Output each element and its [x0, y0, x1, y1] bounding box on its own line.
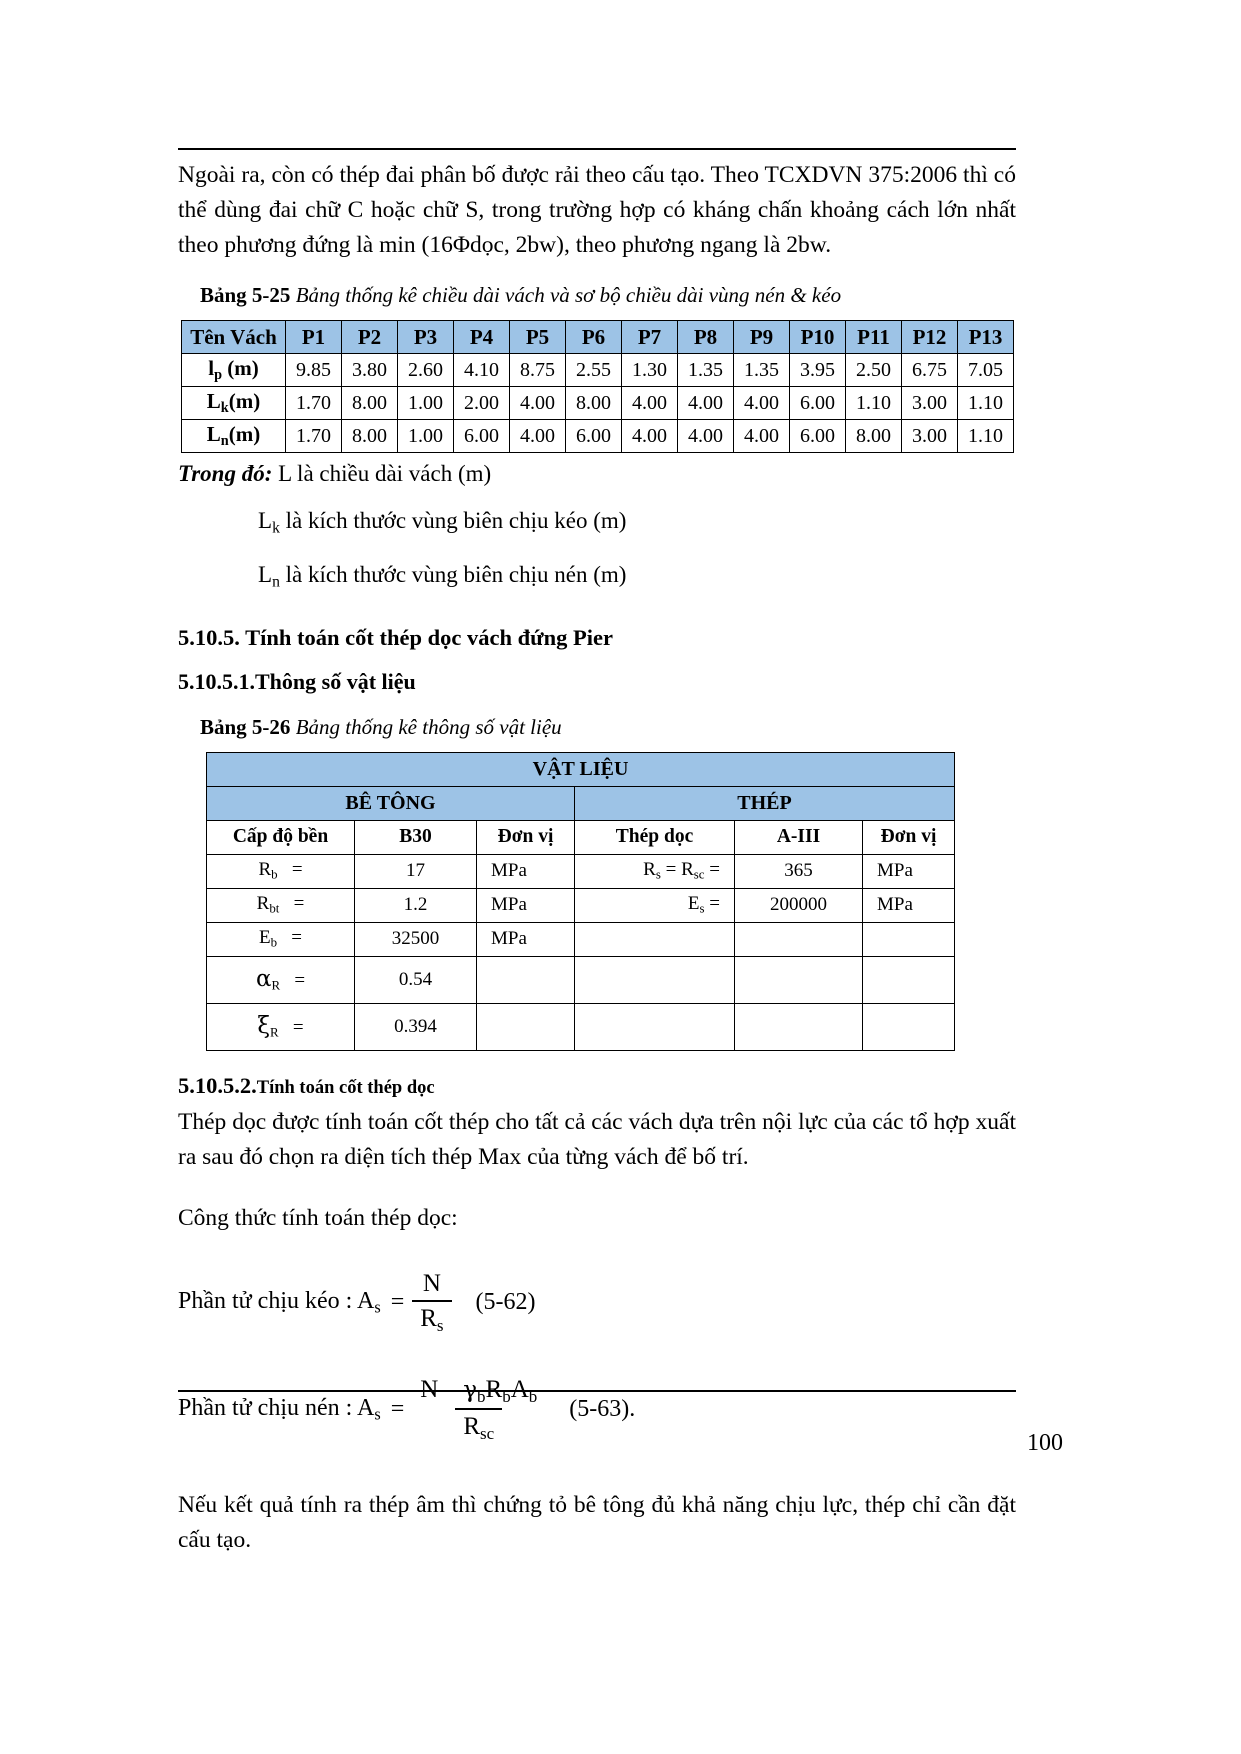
- legend-symbol-lk: $L_k$: [258, 508, 280, 537]
- table-26-concrete-unit: MPa: [477, 888, 575, 922]
- formula-tension: [178, 1270, 1016, 1336]
- table-25-cell: 8.00: [342, 420, 398, 453]
- table-26-steel-unit: [863, 922, 955, 956]
- intro-paragraph: Ngoài ra, còn có thép đai phân bố được rải theo cấu tạo. Theo TCXDVN 375:2006 thì có thể dùng đai chữ C hoặc chữ S, trong trường hợp có kháng chấn khoảng cách lớn nhất theo phương đứng là min (16Φdọc, 2bw), theo phương ngang là 2bw.: [178, 162, 1016, 258]
- paragraph-steel-calc: Thép dọc được tính toán cốt thép cho tất cả các vách dựa trên nội lực của các tổ hợp xuất ra sau đó chọn ra diện tích thép Max của từng vách để bố trí.: [178, 1108, 1016, 1170]
- table-row: [207, 786, 955, 820]
- table-25-cell: 4.00: [734, 420, 790, 453]
- table-26-concrete-unit: [477, 1003, 575, 1050]
- table-26-steel-symbol: [575, 1003, 735, 1050]
- formula-2-fraction: [412, 1376, 545, 1445]
- table-26-concrete-symbol: $R_{bt}$ =: [207, 888, 355, 922]
- table-row: [182, 354, 1014, 387]
- section-title: Tính toán cốt thép dọc: [256, 1077, 435, 1098]
- table-row: [207, 888, 955, 922]
- table-25-header-p3: P3: [398, 321, 454, 354]
- formula-1-equals: =: [390, 1289, 405, 1316]
- page-number: 100: [1027, 1430, 1063, 1456]
- table-26-subheader: Thép dọc: [575, 820, 735, 854]
- table-26-concrete-symbol: $\xi_R$ =: [207, 1003, 355, 1050]
- table-material-params: [206, 752, 955, 1051]
- table-25-header-p5: P5: [510, 321, 566, 354]
- table-25-cell: 4.00: [622, 387, 678, 420]
- table-26-steel-value: [735, 1003, 863, 1050]
- formula-intro: Công thức tính toán thép dọc:: [178, 1204, 458, 1231]
- table-25-cell: 8.00: [342, 387, 398, 420]
- table-25-cell: 3.80: [342, 354, 398, 387]
- legend-line-3: [258, 558, 1016, 598]
- table-25-caption: [200, 283, 1016, 308]
- table-25-cell: 6.00: [790, 387, 846, 420]
- table-26-steel-unit: [863, 956, 955, 1003]
- table-26-subheader: Đơn vị: [477, 820, 575, 854]
- table-26-concrete-value: 0.394: [355, 1003, 477, 1050]
- table-25-row-label: $L_n(m)$: [182, 420, 286, 453]
- table-row-header: [182, 321, 1014, 354]
- table-26-concrete-value: 17: [355, 854, 477, 888]
- table-25-header-p2: P2: [342, 321, 398, 354]
- table-26-steel-unit: MPa: [863, 888, 955, 922]
- table-26-subheader: A-III: [735, 820, 863, 854]
- table-row: [207, 752, 955, 786]
- table-25-cell: 6.00: [454, 420, 510, 453]
- section-heading-5-10-5-2: [178, 1073, 1016, 1099]
- section-heading-5-10-5: 5.10.5. Tính toán cốt thép dọc vách đứng Pier: [178, 624, 613, 650]
- table-25-cell: 1.10: [958, 387, 1014, 420]
- legend-line-2: [258, 504, 1016, 544]
- table-25-header-p13: P13: [958, 321, 1014, 354]
- table-25-row-label: $l_p$ (m): [182, 354, 286, 387]
- table-26-subheader: Đơn vị: [863, 820, 955, 854]
- table-25-cell: 9.85: [286, 354, 342, 387]
- table-25-cell: 4.00: [510, 387, 566, 420]
- table-25-cell: 1.35: [678, 354, 734, 387]
- table-26-concrete-symbol: $\alpha_R$ =: [207, 956, 355, 1003]
- page-content: [178, 148, 1016, 1558]
- table-row: [182, 420, 1014, 453]
- table-25-caption-text: Bảng thống kê chiều dài vách và sơ bộ chiều dài vùng nén & kéo: [295, 283, 842, 307]
- table-26-steel-symbol: $E_s$ =: [575, 888, 735, 922]
- formula-2-numerator: N – $\gamma_bR_bA_b$: [420, 1375, 538, 1406]
- legend-line-1: [178, 457, 1016, 490]
- formula-2-denominator: $R_{sc}$: [455, 1408, 502, 1444]
- table-26-steel-value: [735, 956, 863, 1003]
- table-25-caption-label: Bảng 5-25: [200, 283, 291, 307]
- table-25-cell: 4.00: [622, 420, 678, 453]
- table-25-header-p9: P9: [734, 321, 790, 354]
- table-26-concrete-symbol: $R_b$ =: [207, 854, 355, 888]
- table-25-cell: 1.00: [398, 387, 454, 420]
- table-25-cell: 2.00: [454, 387, 510, 420]
- table-26-caption: [200, 715, 1016, 740]
- table-row: [207, 956, 955, 1003]
- table-25-cell: 3.95: [790, 354, 846, 387]
- table-26-concrete-unit: [477, 956, 575, 1003]
- formula-1-number: (5-62): [475, 1289, 536, 1316]
- formula-1-numerator: N: [422, 1269, 441, 1297]
- table-26-caption-label: Bảng 5-26: [200, 714, 291, 739]
- table-26-concrete-value: 32500: [355, 922, 477, 956]
- formula-2-equals: =: [390, 1396, 405, 1423]
- table-25-header-p1: P1: [286, 321, 342, 354]
- table-25-cell: 7.05: [958, 354, 1014, 387]
- table-25-cell: 2.60: [398, 354, 454, 387]
- legend-text-1: L là chiều dài vách (m): [272, 461, 492, 486]
- table-26-steel-symbol: [575, 956, 735, 1003]
- table-25-row-label: $L_k(m)$: [182, 387, 286, 420]
- table-26-steel-value: 200000: [735, 888, 863, 922]
- table-row: [207, 1003, 955, 1050]
- closing-paragraph: Nếu kết quả tính ra thép âm thì chứng tỏ bê tông đủ khả năng chịu lực, thép chỉ cần đặt cấu tạo.: [178, 1492, 1016, 1553]
- table-25-cell: 3.00: [902, 387, 958, 420]
- section-heading-5-10-5-1: 5.10.5.1.Thông số vật liệu: [178, 668, 416, 694]
- legend-text-3: là kích thước vùng biên chịu nén (m): [279, 562, 627, 588]
- table-row: [207, 922, 955, 956]
- table-26-concrete-value: 1.2: [355, 888, 477, 922]
- table-25-cell: 8.00: [566, 387, 622, 420]
- table-25-cell: 6.00: [566, 420, 622, 453]
- table-row: [207, 820, 955, 854]
- table-row: [182, 387, 1014, 420]
- table-25-cell: 4.00: [678, 387, 734, 420]
- table-25-header-p12: P12: [902, 321, 958, 354]
- table-row: [207, 854, 955, 888]
- table-25-cell: 2.50: [846, 354, 902, 387]
- table-25-cell: 4.00: [678, 420, 734, 453]
- section-number: 5.10.5.2.: [178, 1072, 257, 1098]
- table-26-caption-text: Bảng thống kê thông số vật liệu: [295, 714, 562, 739]
- table-25-cell: 8.75: [510, 354, 566, 387]
- legend-symbol-ln: $L_n$: [258, 562, 280, 591]
- table-25-header-p10: P10: [790, 321, 846, 354]
- table-25-cell: 6.75: [902, 354, 958, 387]
- table-25-header-p4: P4: [454, 321, 510, 354]
- table-25-cell: 8.00: [846, 420, 902, 453]
- table-25-header-p11: P11: [846, 321, 902, 354]
- table-25-header-name: Tên Vách: [182, 321, 286, 354]
- table-26-subheader: B30: [355, 820, 477, 854]
- table-25-cell: 1.10: [846, 387, 902, 420]
- table-wall-lengths: [181, 320, 1014, 453]
- table-25-header-p6: P6: [566, 321, 622, 354]
- table-25-cell: 1.00: [398, 420, 454, 453]
- table-26-concrete-value: 0.54: [355, 956, 477, 1003]
- table-26-title: VẬT LIỆU: [207, 752, 955, 786]
- table-25-header-p7: P7: [622, 321, 678, 354]
- table-26-group-concrete: BÊ TÔNG: [207, 786, 575, 820]
- table-26-concrete-symbol: $E_b$ =: [207, 922, 355, 956]
- formula-2-number: (5-63).: [569, 1396, 636, 1423]
- table-26-steel-symbol: [575, 922, 735, 956]
- legend-text-2: là kích thước vùng biên chịu kéo (m): [279, 508, 627, 533]
- table-26-steel-unit: [863, 1003, 955, 1050]
- formula-1-label: Phần tử chịu kéo : $A_s$: [178, 1287, 381, 1317]
- table-25-cell: 1.35: [734, 354, 790, 387]
- table-26-steel-value: 365: [735, 854, 863, 888]
- table-25-cell: 4.10: [454, 354, 510, 387]
- legend-lead: Trong đó:: [178, 461, 273, 486]
- table-26-group-steel: THÉP: [575, 786, 955, 820]
- table-25-cell: 4.00: [510, 420, 566, 453]
- table-26-steel-symbol: $R_s = R_{sc}$ =: [575, 854, 735, 888]
- table-26-steel-value: [735, 922, 863, 956]
- table-25-cell: 6.00: [790, 420, 846, 453]
- table-25-cell: 1.70: [286, 387, 342, 420]
- formula-2-label: Phần tử chịu nén : $A_s$: [178, 1394, 381, 1424]
- table-26-subheader: Cấp độ bền: [207, 820, 355, 854]
- formula-1-denominator: $R_s$: [412, 1300, 451, 1336]
- table-26-steel-unit: MPa: [863, 854, 955, 888]
- table-25-cell: 1.10: [958, 420, 1014, 453]
- table-25-cell: 3.00: [902, 420, 958, 453]
- table-26-concrete-unit: MPa: [477, 854, 575, 888]
- table-25-cell: 1.30: [622, 354, 678, 387]
- table-25-header-p8: P8: [678, 321, 734, 354]
- table-26-concrete-unit: MPa: [477, 922, 575, 956]
- header-rule: [178, 148, 1016, 150]
- formula-compression: [178, 1376, 1016, 1445]
- table-25-cell: 1.70: [286, 420, 342, 453]
- formula-1-fraction: [412, 1270, 451, 1336]
- footer-rule: [178, 1390, 1016, 1392]
- table-25-cell: 4.00: [734, 387, 790, 420]
- table-25-cell: 2.55: [566, 354, 622, 387]
